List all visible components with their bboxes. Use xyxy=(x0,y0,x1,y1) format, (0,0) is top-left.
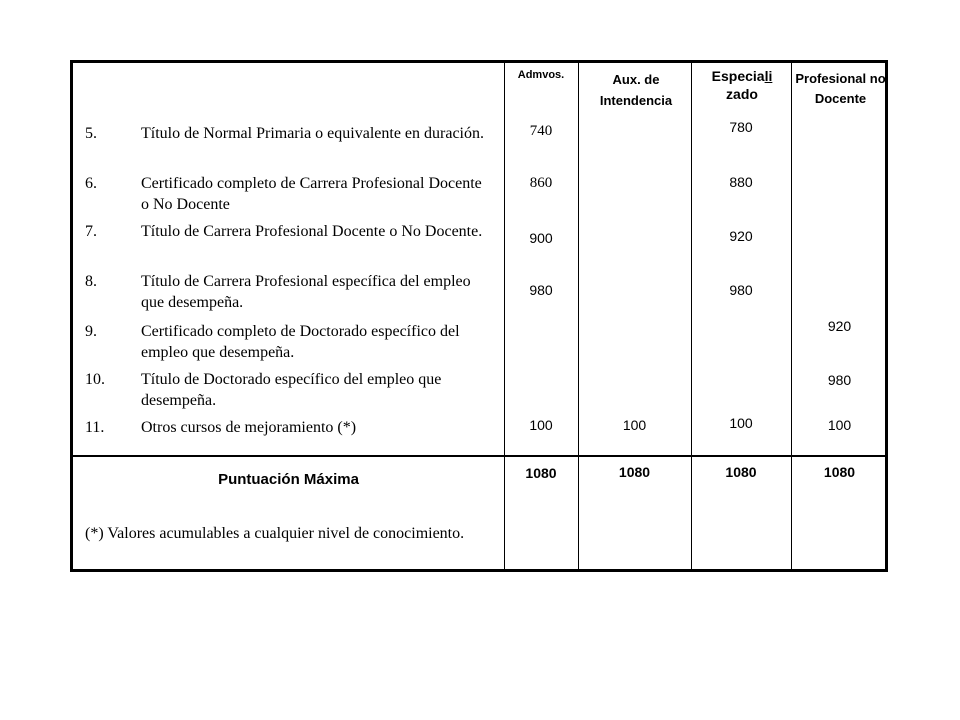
item-text: Título de Carrera Profesional Docente o No Docente. xyxy=(141,223,483,240)
row-divider xyxy=(73,455,885,457)
item-number: 10. xyxy=(85,371,105,388)
item-number: 11. xyxy=(85,419,105,436)
item-text: Título de Doctorado específico del empleo que desempeña. xyxy=(141,371,442,409)
max-score-label: Puntuación Máxima xyxy=(218,471,359,488)
header-text-part: Especia xyxy=(711,68,765,84)
header-text-underlined: li xyxy=(764,68,773,84)
cell-especializado: 920 xyxy=(729,228,753,244)
cell-profesional: 920 xyxy=(827,318,852,334)
item-number: 5. xyxy=(85,125,97,142)
cell-especializado: 780 xyxy=(729,119,753,135)
item-number: 8. xyxy=(85,273,97,290)
max-score-profesional: 1080 xyxy=(823,464,856,480)
cell-admvos: 740 xyxy=(529,123,553,139)
cell-admvos: 980 xyxy=(529,282,553,298)
column-divider xyxy=(791,63,792,569)
item-text: Certificado completo de Carrera Profesional Docente o No Docente xyxy=(141,175,482,213)
max-score-especializado: 1080 xyxy=(725,464,757,480)
item-text: Título de Normal Primaria o equivalente en duración. xyxy=(141,125,484,142)
footnote-text: (*) Valores acumulables a cualquier nivel de conocimiento. xyxy=(85,525,465,542)
max-score-admvos: 1080 xyxy=(525,465,557,481)
item-text: Otros cursos de mejoramiento (*) xyxy=(141,419,357,436)
column-header-aux-intendencia: Aux. de Intendencia xyxy=(599,72,673,108)
item-number: 6. xyxy=(85,175,97,192)
item-text: Certificado completo de Doctorado específico del empleo que desempeña. xyxy=(141,323,460,361)
max-score-aux: 1080 xyxy=(618,464,651,480)
cell-admvos: 900 xyxy=(529,230,553,246)
cell-admvos: 860 xyxy=(529,175,553,191)
cell-profesional: 980 xyxy=(827,372,852,388)
cell-especializado: 980 xyxy=(729,282,753,298)
column-divider xyxy=(691,63,692,569)
cell-especializado: 880 xyxy=(729,174,753,190)
column-header-profesional-no-docente: Profesional no Docente xyxy=(795,71,886,106)
column-divider xyxy=(578,63,579,569)
cell-especializado: 100 xyxy=(729,415,753,431)
header-text-part: zado xyxy=(726,86,758,102)
item-number: 7. xyxy=(85,223,97,240)
cell-profesional: 100 xyxy=(827,417,852,433)
column-header-admvos: Admvos. xyxy=(517,69,565,81)
footnote xyxy=(85,523,493,544)
cell-admvos: 100 xyxy=(529,417,553,433)
cell-aux: 100 xyxy=(622,417,647,433)
column-header-especializado xyxy=(698,67,786,103)
item-text: Título de Carrera Profesional específica del empleo que desempeña. xyxy=(141,273,471,311)
score-table xyxy=(70,60,888,572)
item-number: 9. xyxy=(85,323,97,340)
